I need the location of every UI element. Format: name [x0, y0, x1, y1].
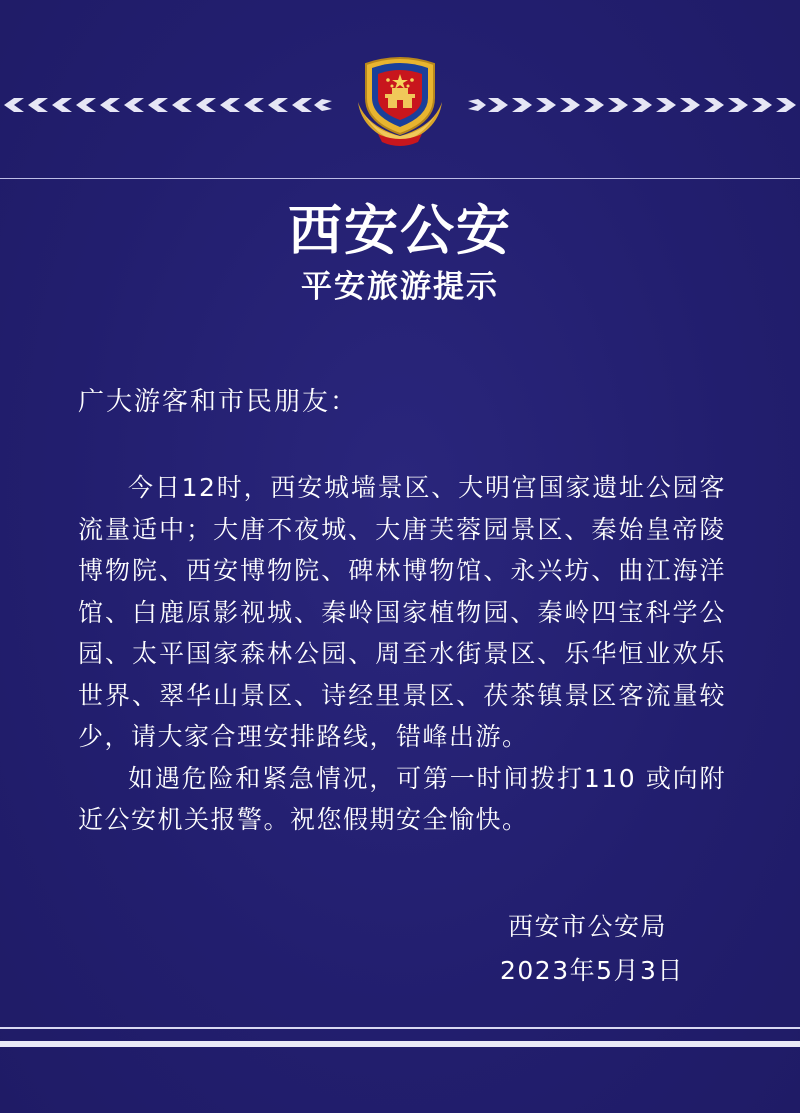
page-subtitle: 平安旅游提示: [301, 269, 499, 305]
police-emblem-icon: [348, 52, 452, 148]
page-title: 西安公安: [288, 199, 512, 262]
signature-block: [500, 905, 700, 993]
signature-date: 2023年5月3日: [500, 956, 684, 985]
notice-body: [78, 467, 726, 841]
footer-divider-thin: [0, 1027, 800, 1029]
salutation: 广大游客和市民朋友：: [78, 387, 359, 417]
body-paragraph: 如遇危险和紧急情况，可第一时间拨打110 或向附近公安机关报警。祝您假期安全愉快。: [78, 763, 726, 834]
laurel-right-icon: [465, 92, 800, 118]
header-divider: [0, 178, 800, 179]
signature-org: 西安市公安局: [508, 912, 668, 941]
footer-divider-thick: [0, 1041, 800, 1047]
body-paragraph: 今日12时，西安城墙景区、大明宫国家遗址公园客流量适中；大唐不夜城、大唐芙蓉园景区、秦始皇帝陵博物院、西安博物院、碑林博物馆、永兴坊、曲江海洋馆、白鹿原影视城、秦岭国家植物园、秦岭四宝科学公园、太平国家森林公园、周至水街景区、乐华恒业欢乐世界、翠华山景区、诗经里景区、茯茶镇景区客流量较少，请大家合理安排路线，错峰出游。: [78, 473, 726, 751]
laurel-left-icon: [0, 92, 335, 118]
header-band: [0, 0, 800, 180]
